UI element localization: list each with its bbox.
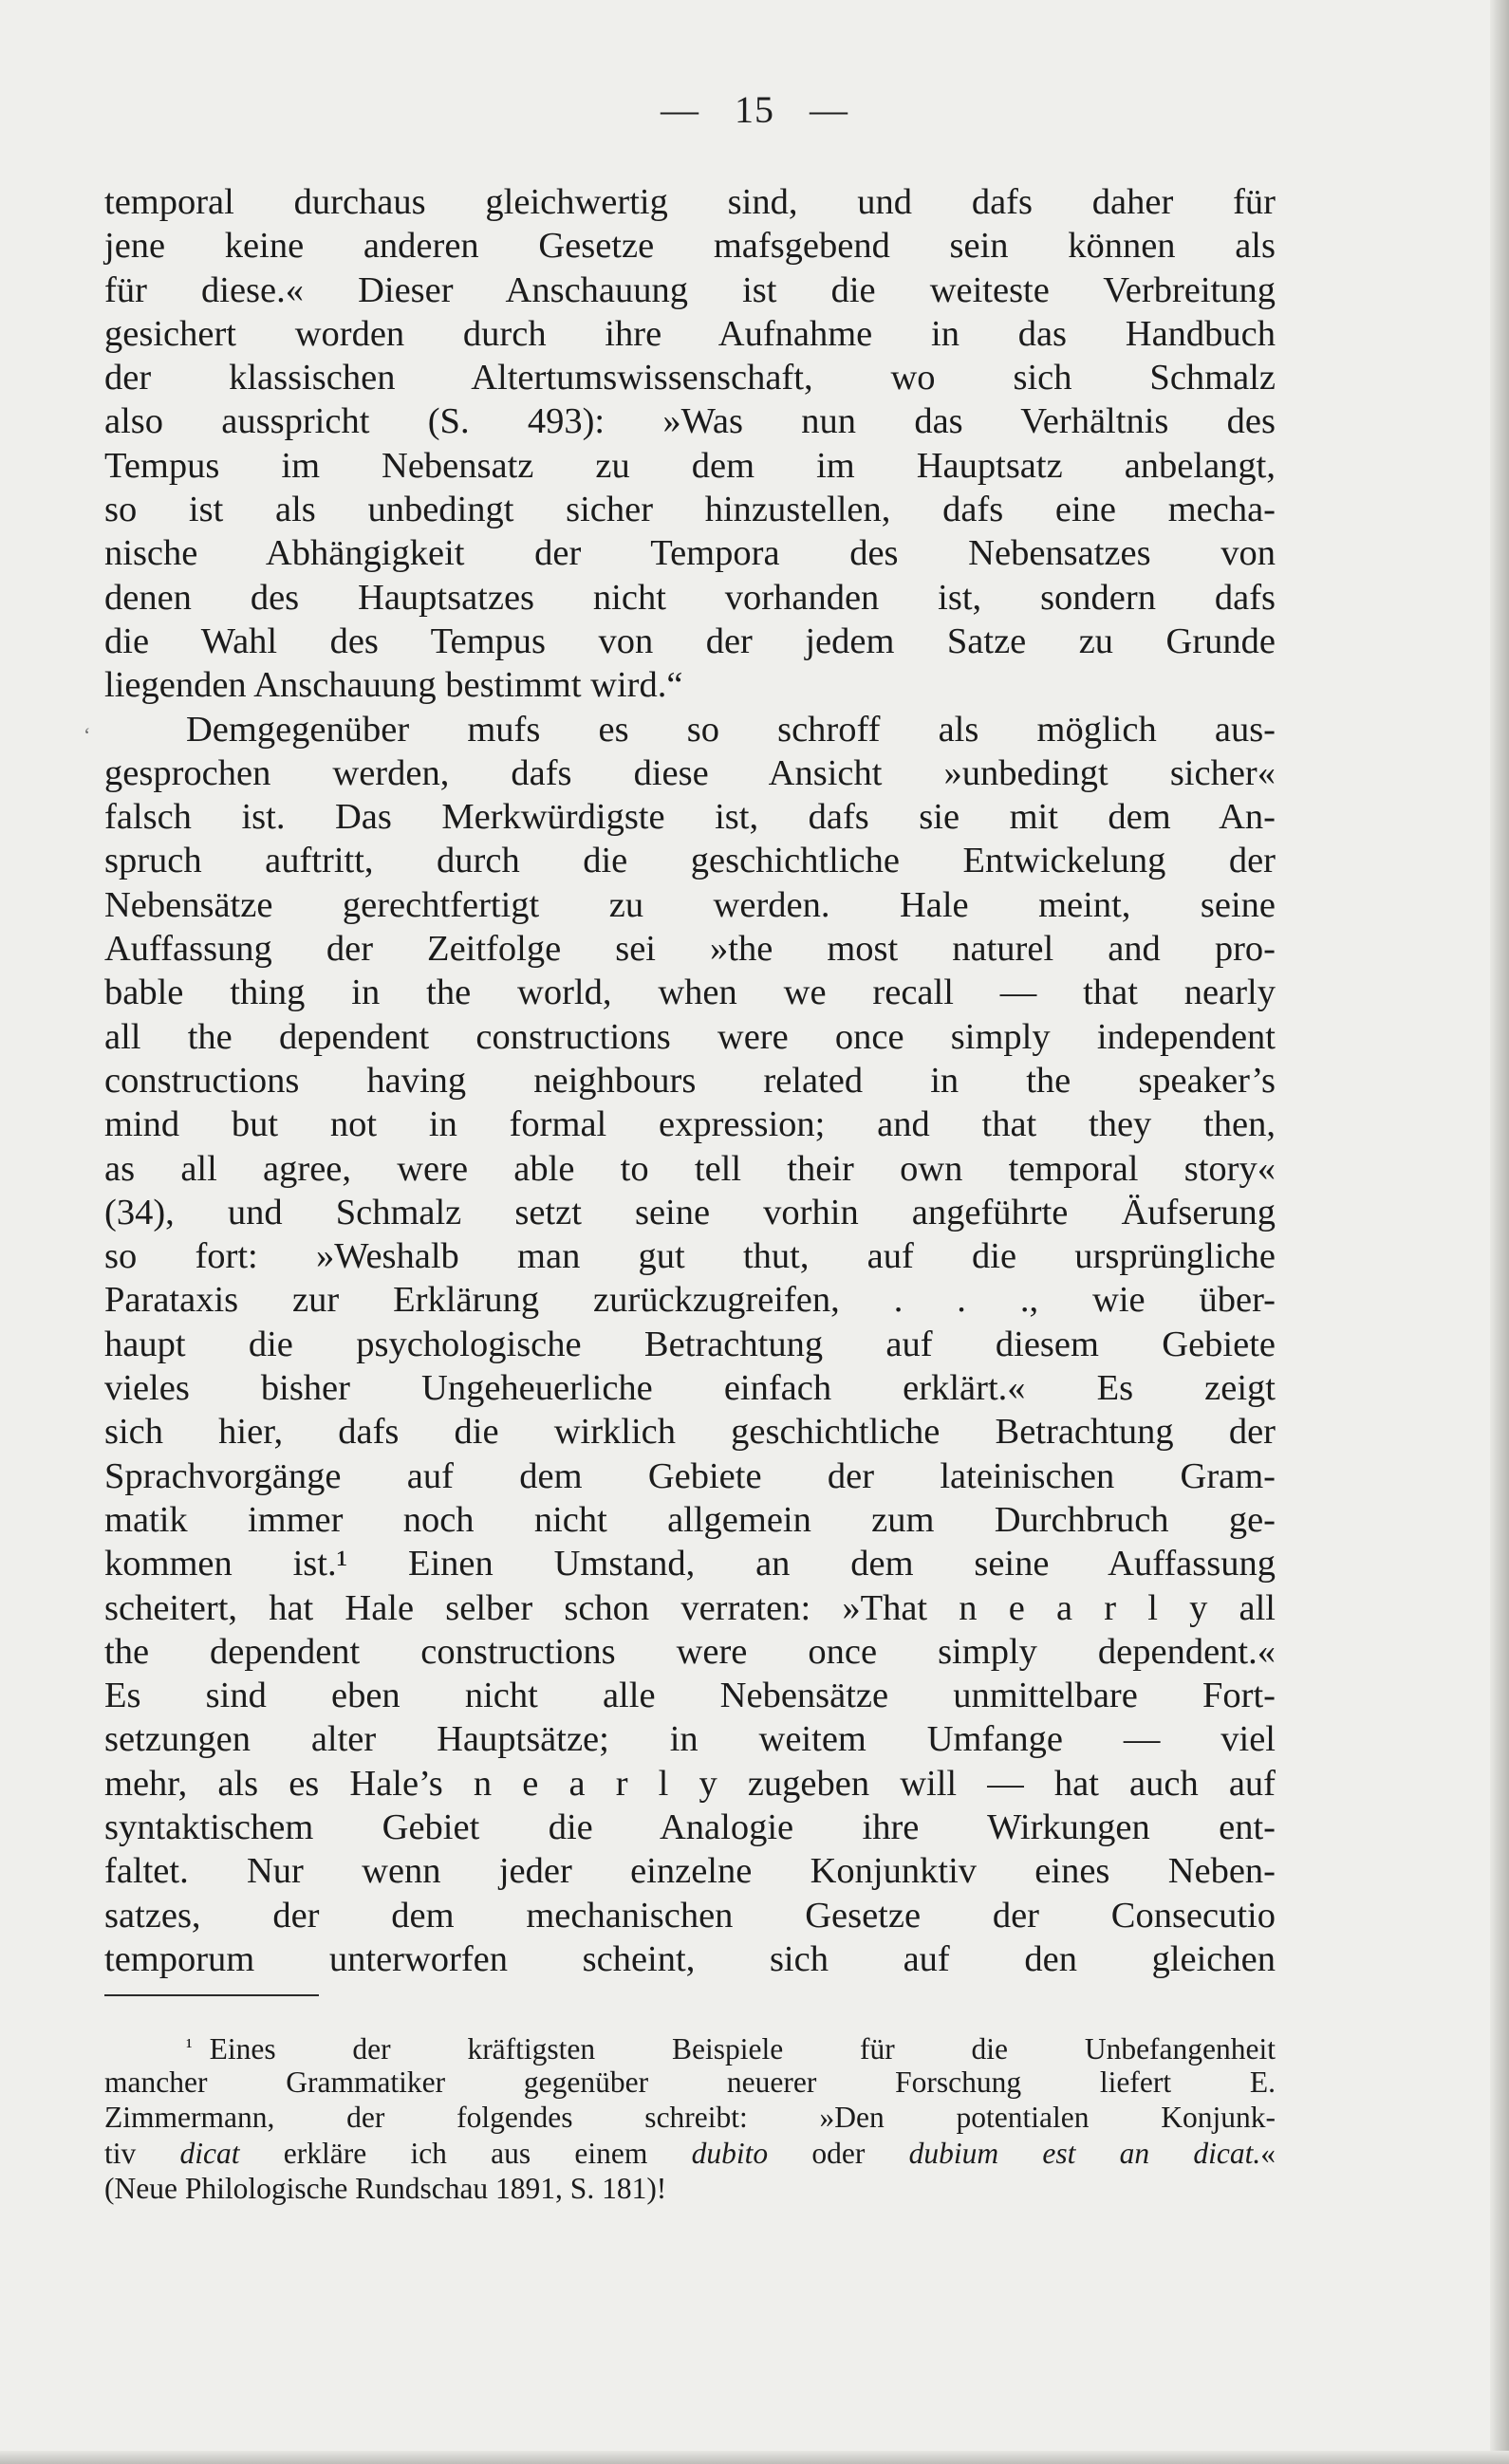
text-line: the dependent constructions were once simply dependent.« [104,1631,1276,1672]
text-line: matik immer noch nicht allgemein zum Durchbruch ge- [104,1499,1276,1540]
text-line: nische Abhängigkeit der Tempora des Nebensatzes von [104,533,1276,574]
footnote-italic: dicat [179,2136,240,2170]
text-line: as all agree, were able to tell their own temporal story« [104,1148,1276,1189]
text-line: haupt die psychologische Betrachtung auf diesem Gebiete [104,1324,1276,1364]
main-text [104,180,1276,1981]
text-line: gesprochen werden, dafs diese Ansicht »unbedingt sicher« [104,752,1276,793]
folio-dash-left: — [661,88,699,131]
text-line: für diese.« Dieser Anschauung ist die weiteste Verbreitung [104,269,1276,310]
text-line: Tempus im Nebensatz zu dem im Hauptsatz anbelangt, [104,445,1276,486]
text-line: all the dependent constructions were once simply independent [104,1016,1276,1057]
text-line: bable thing in the world, when we recall — that nearly [104,973,1276,1013]
text-line: Nebensätze gerechtfertigt zu werden. Hale meint, seine [104,884,1276,925]
text-line: spruch auftritt, durch die geschichtliche Entwickelung der [104,841,1276,881]
text-line: jene keine anderen Gesetze mafsgebend sein können als [104,226,1276,267]
text-line: sich hier, dafs die wirklich geschichtliche Betrachtung der [104,1412,1276,1453]
text-line: faltet. Nur wenn jeder einzelne Konjunktiv eines Neben- [104,1851,1276,1892]
footnote-line: (Neue Philologische Rundschau 1891, S. 181)! [104,2172,667,2205]
text-line: der klassischen Altertumswissenschaft, wo sich Schmalz [104,358,1276,398]
footnote-marker: ¹ [186,2034,193,2058]
text-line: kommen ist.¹ Einen Umstand, an dem seine Auffassung [104,1544,1276,1584]
text-line: denen des Hauptsatzes nicht vorhanden ist, sondern dafs [104,577,1276,618]
footnote-line [104,2029,1276,2065]
page-edge-bottom [0,2451,1509,2464]
text-line: (34), und Schmalz setzt seine vorhin angeführte Äufserung [104,1192,1276,1232]
text-line: vieles bisher Ungeheuerliche einfach erklärt.« Es zeigt [104,1368,1276,1409]
footnote [104,2029,1276,2207]
text-line: falsch ist. Das Merkwürdigste ist, dafs sie mit dem An- [104,797,1276,838]
folio-dash-right: — [810,88,848,131]
page-edge-right [1490,0,1509,2464]
text-line: gesichert worden durch ihre Aufnahme in das Handbuch [104,313,1276,354]
footnote-italic: dubium est an dicat. [908,2136,1261,2170]
footnote-italic: dubito [691,2136,769,2170]
page-number-header [0,87,1509,132]
text-line: Es sind eben nicht alle Nebensätze unmittelbare Fort- [104,1676,1276,1716]
text-line: constructions having neighbours related in the speaker’s [104,1060,1276,1101]
page-number: 15 [735,88,774,131]
text-line: scheitert, hat Hale selber schon verraten: »That n e a r l y all [104,1587,1276,1628]
text-line: liegenden Anschauung bestimmt wird.“ [104,665,683,706]
text-line: temporum unterworfen scheint, sich auf den gleichen [104,1938,1276,1979]
text-line: syntaktischem Gebiet die Analogie ihre Wirkungen ent- [104,1806,1276,1847]
text-line: mind but not in formal expression; and that they then, [104,1104,1276,1145]
text-line: Sprachvorgänge auf dem Gebiete der lateinischen Gram- [104,1455,1276,1496]
text-line: Parataxis zur Erklärung zurückzugreifen, . . ., wie über- [104,1280,1276,1321]
text-line: temporal durchaus gleichwertig sind, und dafs daher für [104,182,1276,222]
text-line: setzungen alter Hauptsätze; in weitem Umfange — viel [104,1719,1276,1760]
text-line: satzes, der dem mechanischen Gesetze der Consecutio [104,1895,1276,1936]
text-line: so ist als unbedingt sicher hinzustellen, dafs eine mecha- [104,490,1276,530]
footnote-line: mancher Grammatiker gegenüber neuerer Forschung liefert E. [104,2065,1276,2099]
text-line: Demgegenüber mufs es so schroff als möglich aus- [186,709,1276,750]
footnote-separator [104,1994,319,1996]
footnote-text: oder [768,2136,909,2170]
footnote-line [104,2136,1276,2172]
margin-mark: ʻ [84,723,91,747]
text-line: so fort: »Weshalb man gut thut, auf die ursprüngliche [104,1236,1276,1277]
footnote-text: erkläre ich aus einem [239,2136,692,2170]
text-line: die Wahl des Tempus von der jedem Satze zu Grunde [104,621,1276,661]
text-line: also ausspricht (S. 493): »Was nun das Verhältnis des [104,401,1276,442]
text-line: mehr, als es Hale’s n e a r l y zugeben will — hat auch auf [104,1763,1276,1804]
text-line: Auffassung der Zeitfolge sei »the most naturel and pro- [104,929,1276,970]
footnote-text: Eines der kräftigsten Beispiele für die Unbefangenheit [209,2032,1276,2066]
footnote-line: Zimmermann, der folgendes schreibt: »Den potentialen Konjunk- [104,2101,1276,2134]
footnote-text: tiv [104,2136,180,2170]
footnote-text: « [1260,2136,1276,2170]
